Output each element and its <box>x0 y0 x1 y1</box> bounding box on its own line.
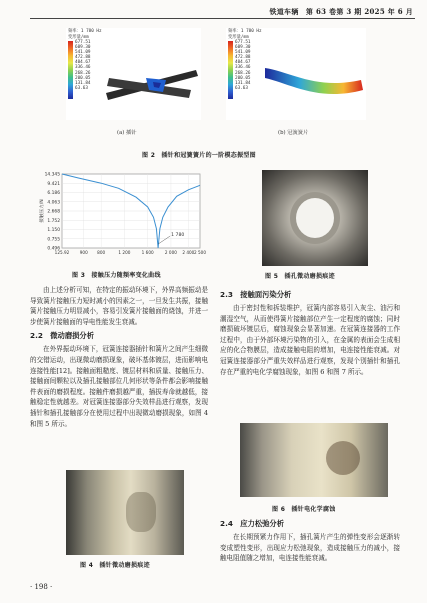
panel-a-legend-value: 609.30 <box>75 45 91 51</box>
x-tick-label: 125.92 <box>54 250 70 255</box>
paragraph-vibration-summary: 由上述分析可知，在特定的振动环境下，外界高频振动是导致簧片接触压力短时减小的因素之一，一旦发生共振，接触簧片接触压力明显减小，容易引发簧片接触面的烧蚀，并进一步使簧片接触面的导电性能发生衰减。 <box>30 286 208 326</box>
panel-b-legend-value: 131.84 <box>235 80 251 86</box>
panel-b-legend-value: 268.26 <box>235 70 251 76</box>
figure2-panel-b <box>226 28 366 120</box>
panel-a-var: 变形量/mm <box>68 35 89 40</box>
figure3-caption: 图 3 接触压力随频率变化曲线 <box>72 272 161 279</box>
y-tick-label: 6.186 <box>47 191 60 196</box>
x-tick-label: 1 600 <box>141 250 154 255</box>
paragraph-contamination: 由于密封性和拆装维护，冠簧内部容易引入灰尘、油污和潮湿空气，从而使得簧片接触部位产生一定程度的腐蚀；同时磨损破坏镀层后，腐蚀现象会显著加速。在冠簧连接器的工作过程中，由于外部环境污染物的引入，在金属的表面会生成相应的化合物膜层，造成接触电阻的增加，电连接性能衰减。对冠簧连接器部分严重失效样品进行观察，发现个别插针和插孔存在严重的电化学腐蚀现象，如图 6 和图 7 所示。 <box>220 304 400 376</box>
section-2-4-heading: 2.4 应力松弛分析 <box>220 519 285 528</box>
journal-header: 铁道车辆 第 63 卷第 3 期 2025 年 6 月 <box>269 7 413 16</box>
panel-a-freq: 频率：1 780 Hz <box>68 29 102 34</box>
panel-a-legend-value: 541.09 <box>75 50 91 56</box>
section-2-3-heading: 2.3 接触面污染分析 <box>220 290 292 299</box>
x-tick-label: 2 500 <box>194 250 206 255</box>
panel-a-legend-value: 131.84 <box>75 80 91 86</box>
panel-b-legend-value: 63.63 <box>235 85 248 91</box>
y-tick-label: 0.496 <box>47 246 60 252</box>
right-column-lower <box>220 519 400 564</box>
panel-b-legend-value: 472.88 <box>235 55 251 61</box>
y-tick-label: 0.755 <box>47 237 60 243</box>
y-tick-label: 1.752 <box>47 218 60 224</box>
panel-a-legend <box>75 40 91 91</box>
y-tick-label: 9.421 <box>47 181 60 187</box>
panel-a-legend-value: 200.05 <box>75 75 91 81</box>
panel-b-legend-value: 609.30 <box>235 45 251 51</box>
figure4-pin-wear-photo <box>66 470 184 555</box>
resonance-annotation: 1 780 <box>171 233 185 238</box>
figure2-caption: 图 2 插针和冠簧簧片的一阶模态振型图 <box>142 152 256 159</box>
figure5-socket-wear-photo <box>262 170 368 266</box>
panel-a-legend-value: 63.63 <box>75 85 88 91</box>
panel-b-legend-value: 404.67 <box>235 60 251 66</box>
wear-mark <box>126 492 156 532</box>
panel-a-legend-value: 336.46 <box>75 65 91 71</box>
left-column <box>30 285 208 429</box>
panel-b-legend-value: 541.09 <box>235 50 251 56</box>
x-tick-label: 2 000 <box>164 250 177 255</box>
x-tick-label: 2 400 <box>182 250 195 255</box>
figure2-panel-a <box>66 28 201 120</box>
figure6-caption: 图 6 插针电化学腐蚀 <box>272 506 336 513</box>
panel-a-legend-value: 268.26 <box>75 70 91 76</box>
socket-center <box>296 198 334 238</box>
y-axis-label: 接触压力/N <box>40 199 45 223</box>
section-2-2-heading: 2.2 微动磨损分析 <box>30 331 95 341</box>
figure2-a-caption: (a) 插针 <box>117 130 137 136</box>
x-tick-label: 1 200 <box>118 250 131 255</box>
figure5-caption: 图 5 插孔微动磨损痕迹 <box>265 273 335 280</box>
panel-b-legend-value: 677.51 <box>235 40 251 45</box>
paragraph-stress-relaxation: 在长期预紧力作用下，插孔簧片产生的弹性变形会逐渐转变成塑性变形，出现应力松弛现象，造成接触压力的减小，接触电阻值随之增加，电连接性能衰减。 <box>220 533 400 563</box>
panel-b-var: 变形量/mm <box>228 35 249 40</box>
figure2-b-caption: (b) 冠簧簧片 <box>278 130 309 136</box>
y-tick-label: 14.345 <box>44 172 60 178</box>
header-rule <box>30 18 415 19</box>
y-tick-label: 1.150 <box>47 228 60 233</box>
corrosion-mark <box>326 441 360 475</box>
panel-b-colorbar <box>228 41 233 99</box>
contact-pressure-chart <box>36 168 206 260</box>
x-tick-label: 800 <box>97 250 106 255</box>
figure6-corrosion-photo <box>240 423 388 497</box>
panel-b-legend <box>235 40 251 91</box>
panel-b-freq: 频率：1 780 Hz <box>228 29 262 34</box>
right-column <box>220 290 400 377</box>
panel-a-legend-value: 404.67 <box>75 60 91 66</box>
panel-a-legend-value: 677.51 <box>75 40 91 45</box>
x-tick-label: 900 <box>79 250 88 255</box>
panel-b-legend-value: 200.05 <box>235 75 251 81</box>
y-tick-label: 2.668 <box>47 209 60 215</box>
figure4-caption: 图 4 插针微动磨损痕迹 <box>80 562 150 569</box>
panel-a-colorbar <box>68 41 73 99</box>
panel-b-legend-value: 336.46 <box>235 65 251 71</box>
page-number: · 198 · <box>30 583 53 591</box>
panel-a-legend-value: 472.88 <box>75 55 91 61</box>
pin-model-image <box>101 48 201 108</box>
spring-model-image <box>261 50 366 110</box>
y-tick-label: 4.063 <box>47 200 60 206</box>
paragraph-fretting-wear: 在外界振动环境下，冠簧连接器插针和簧片之间产生细微的交错运动，出现微动磨损现象，破坏基体镀层，进而影响电连接性能[12]。接触面粗糙度、镀层材料和质量、接触压力、接触面间颗粒以及插孔接触部位几何形状等条件都会影响接触件表面的磨损程度。接触件磨损越严重，插拔寿命就越低，接触稳定性就越差。对冠簧连接器部分失效样品进行观察，发现插针和插孔接触部分在使用过程中出现微动磨损现象，如图 4 和图 5 所示。 <box>30 345 208 428</box>
